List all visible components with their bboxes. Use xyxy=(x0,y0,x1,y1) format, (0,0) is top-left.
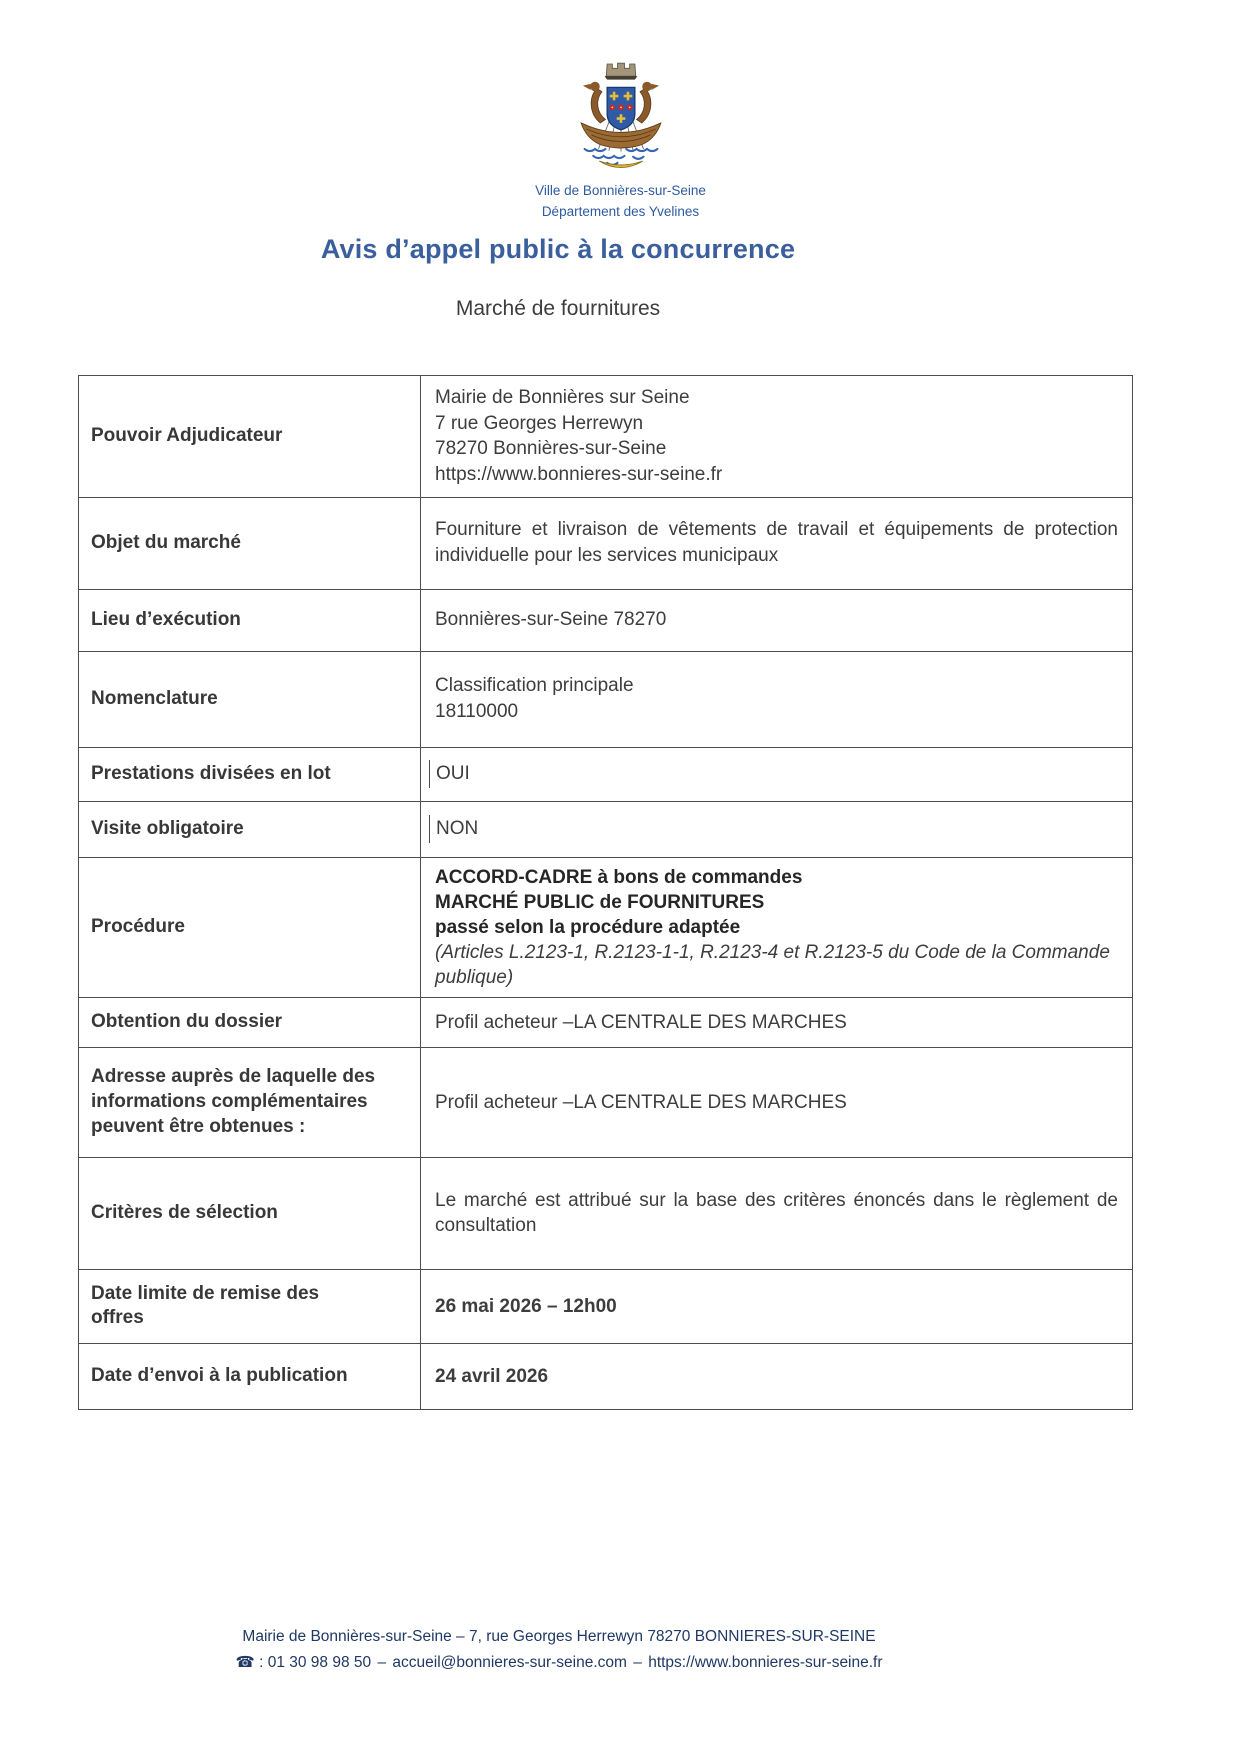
cell-divider-line xyxy=(429,760,430,788)
row-value: Bonnières-sur-Seine 78270 xyxy=(421,589,1133,651)
row-label: Nomenclature xyxy=(91,687,218,709)
page-subtitle: Marché de fournitures xyxy=(455,297,661,320)
authority-street: 7 rue Georges Herrewyn xyxy=(435,412,644,434)
row-lieu-execution xyxy=(79,589,1133,651)
footer-separator-dash: – xyxy=(377,1654,387,1672)
logo-caption-department: Département des Yvelines xyxy=(541,203,700,219)
row-value: Profil acheteur –LA CENTRALE DES MARCHES xyxy=(421,997,1133,1047)
row-obtention-dossier xyxy=(79,997,1133,1047)
row-label: Obtention du dossier xyxy=(91,1011,283,1033)
row-criteres-selection xyxy=(79,1157,1133,1269)
phone-icon: ☎ xyxy=(235,1654,255,1672)
row-label: Critères de sélection xyxy=(91,1202,278,1224)
classification-code: 18110000 xyxy=(435,701,519,723)
row-value xyxy=(429,815,1118,843)
row-label: Adresse auprès de laquelle des informations complémentaires peuvent être obtenues : xyxy=(91,1066,376,1137)
footer-phone-number: : 01 30 98 98 50 xyxy=(259,1654,372,1672)
row-label: Date d’envoi à la publication xyxy=(91,1365,348,1387)
deadline-value: 26 mai 2026 – 12h00 xyxy=(421,1269,1133,1343)
row-label: Procédure xyxy=(91,915,185,937)
lot-flag-value: OUI xyxy=(436,763,470,785)
authority-website-link[interactable]: https://www.bonnieres-sur-seine.fr xyxy=(435,463,723,485)
page-footer xyxy=(0,1624,1118,1676)
row-value: Le marché est attribué sur la base des critères énoncés dans le règlement de consultation xyxy=(421,1157,1133,1269)
row-label: Visite obligatoire xyxy=(91,817,244,839)
city-coat-of-arms-logo xyxy=(569,58,673,174)
row-value: Fourniture et livraison de vêtements de travail et équipements de protection individuelle pour les services municipaux xyxy=(421,497,1133,589)
row-adresse-informations xyxy=(79,1047,1133,1157)
notice-table xyxy=(78,375,1133,1410)
procedure-articles-reference: (Articles L.2123-1, R.2123-1-1, R.2123-4 et R.2123-5 du Code de la Commande publique) xyxy=(435,941,1110,988)
row-pouvoir-adjudicateur xyxy=(79,376,1133,498)
row-objet-du-marche xyxy=(79,497,1133,589)
classification-label: Classification principale xyxy=(435,675,634,697)
row-nomenclature xyxy=(79,651,1133,747)
authority-city: 78270 Bonnières-sur-Seine xyxy=(435,438,667,460)
row-date-envoi xyxy=(79,1343,1133,1409)
row-label: Prestations divisées en lot xyxy=(91,762,331,784)
row-label: Date limite de remise des offres xyxy=(91,1282,320,1329)
row-label: Pouvoir Adjudicateur xyxy=(91,424,283,446)
footer-email-link[interactable]: accueil@bonnieres-sur-seine.com xyxy=(392,1654,627,1672)
cell-divider-line xyxy=(429,815,430,843)
row-label: Objet du marché xyxy=(91,531,241,553)
footer-address: Mairie de Bonnières-sur-Seine – 7, rue Georges Herrewyn 78270 BONNIERES-SUR-SEINE xyxy=(242,1628,876,1645)
footer-contacts xyxy=(0,1650,1118,1676)
row-label: Lieu d’exécution xyxy=(91,608,241,630)
row-value xyxy=(429,760,1118,788)
logo-caption-city: Ville de Bonnières-sur-Seine xyxy=(535,183,706,198)
row-date-limite xyxy=(79,1269,1133,1343)
procedure-mode-line: passé selon la procédure adaptée xyxy=(435,916,741,938)
row-visite-obligatoire xyxy=(79,801,1133,857)
procedure-type-line: ACCORD-CADRE à bons de commandes xyxy=(435,866,803,888)
footer-separator-dash: – xyxy=(633,1654,642,1672)
footer-website-link[interactable]: https://www.bonnieres-sur-seine.fr xyxy=(648,1654,883,1672)
page-title: Avis d’appel public à la concurrence xyxy=(320,234,796,264)
procedure-market-line: MARCHÉ PUBLIC de FOURNITURES xyxy=(435,891,765,913)
row-procedure xyxy=(79,857,1133,997)
publication-date-value: 24 avril 2026 xyxy=(421,1343,1133,1409)
logo-block xyxy=(0,58,1241,223)
visit-flag-value: NON xyxy=(436,818,479,840)
authority-name: Mairie de Bonnières sur Seine xyxy=(435,387,690,408)
row-prestations-lot xyxy=(79,747,1133,801)
row-value: Profil acheteur –LA CENTRALE DES MARCHES xyxy=(421,1047,1133,1157)
